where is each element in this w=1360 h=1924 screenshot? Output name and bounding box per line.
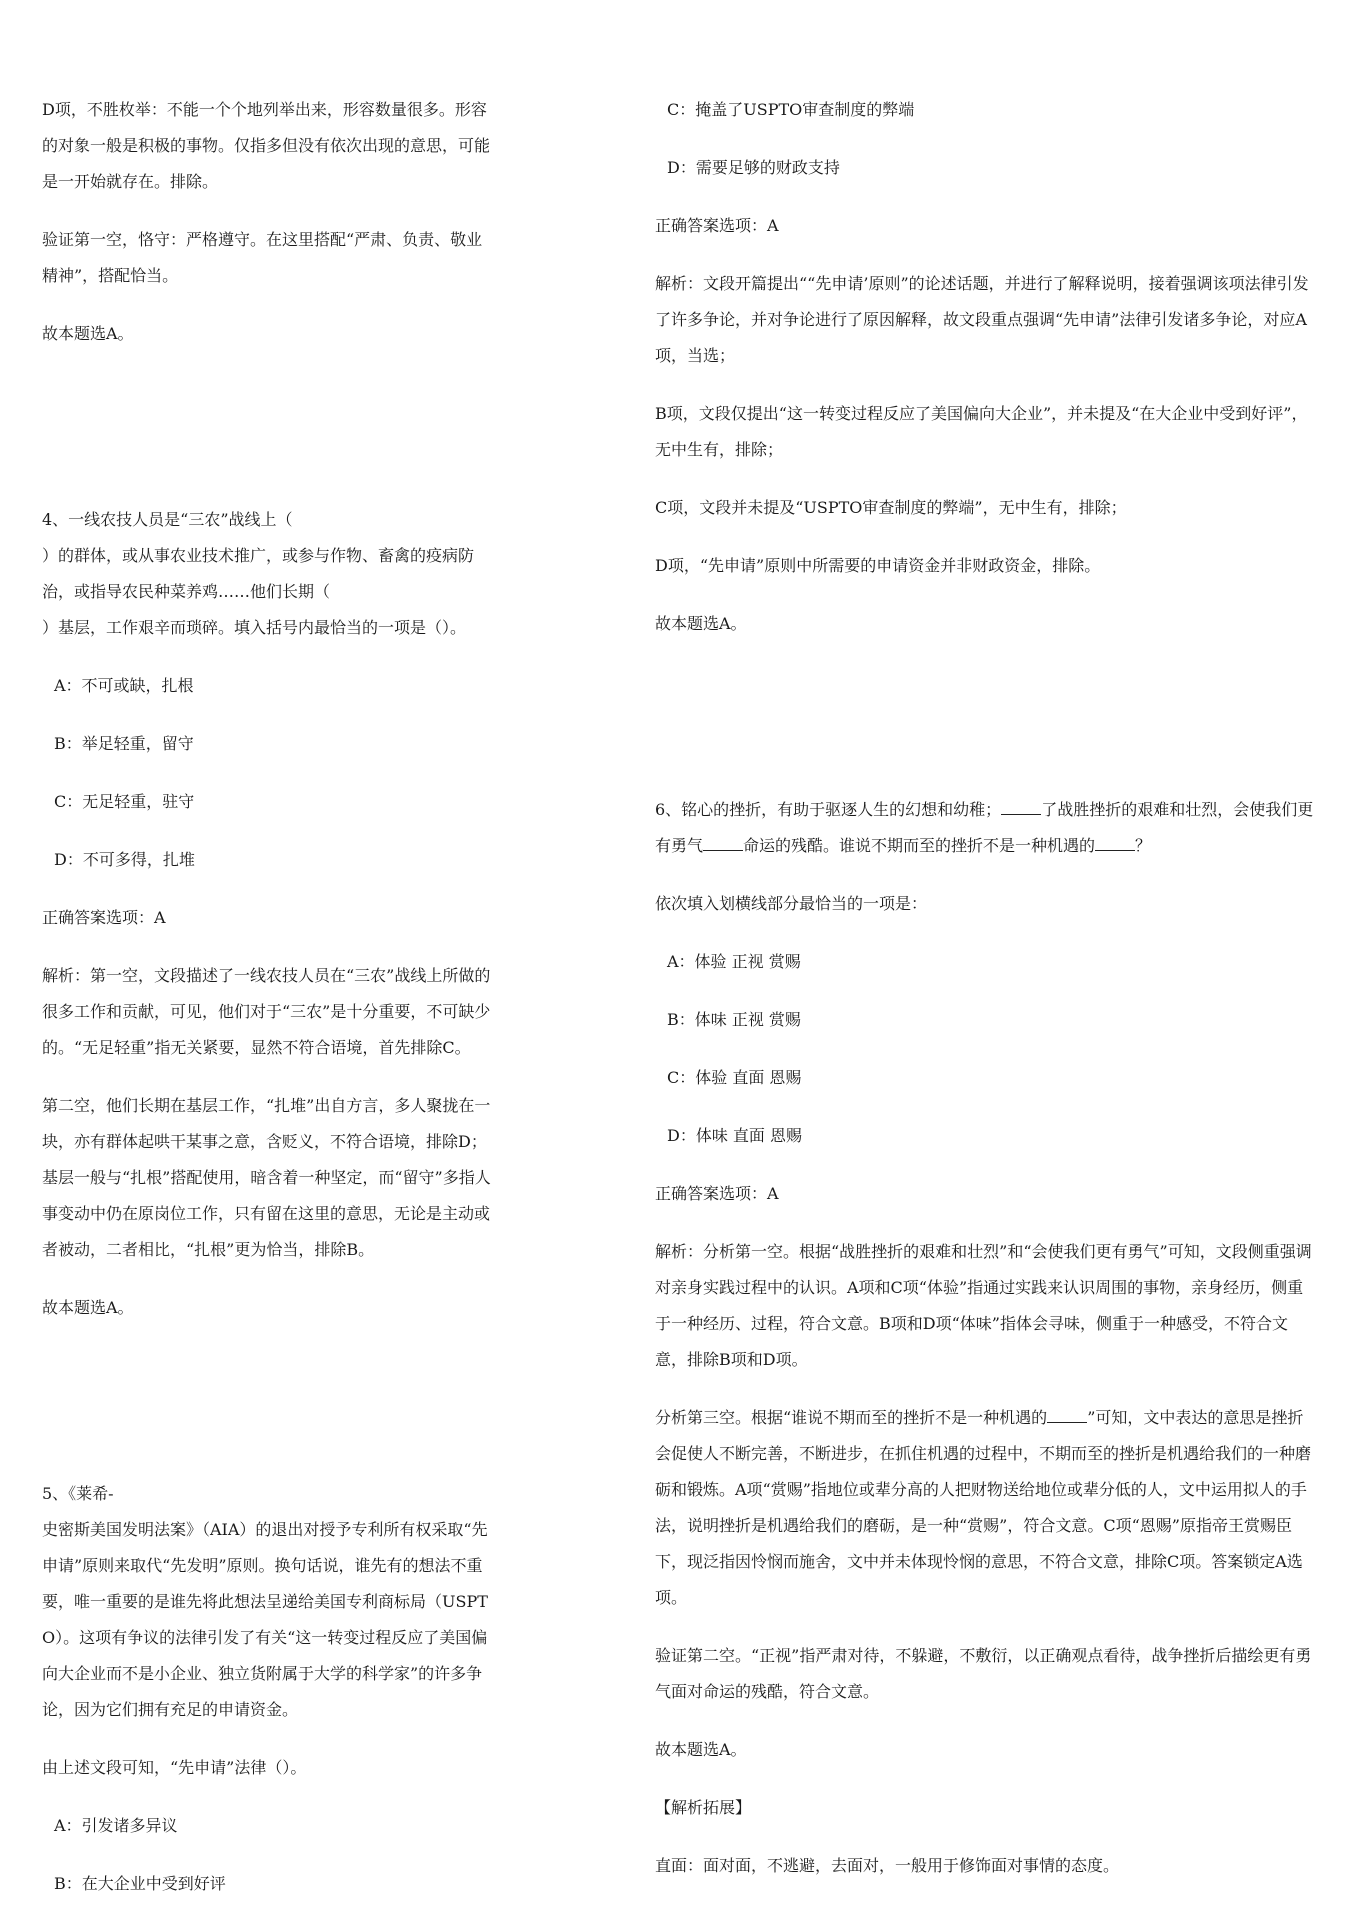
q5-stem-line2: 史密斯美国发明法案》（AIA）的退出对授予专利所有权采取“先申请”原则来取代“先发明”原则。换句话说，谁先有的想法不重要，唯一重要的是谁先将此想法呈递给美国专利商标局（USPTO）。这项有争议的法律引发了有关“这一转变过程反应了美国偏向大企业而不是小企业、独立货附属于大学的科学家”的许多争论，因为它们拥有充足的申请资金。 — [42, 1520, 488, 1719]
q4-conclusion: 故本题选A。 — [42, 1298, 134, 1317]
q6-analysis-2a: 分析第三空。根据“谁说不期而至的挫折不是一种机遇的 — [655, 1408, 1048, 1427]
q6-analysis-1: 解析：分析第一空。根据“战胜挫折的艰难和壮烈”和“会使我们更有勇气”可知，文段侧重强调对亲身实践过程中的认识。A项和C项“体验”指通过实践来认识周围的事物，亲身经历，侧重于一种经历、过程，符合文意。B项和D项“体味”指体会寻味，侧重于一种感受，不符合文意，排除B项和D项。 — [655, 1242, 1312, 1369]
q6-stem-c: 命运的残酷。谁说不期而至的挫折不是一种机遇的 — [743, 836, 1096, 855]
verify-first-blank: 验证第一空，恪守：严格遵守。在这里搭配“严肃、负责、敬业精神”，搭配恰当。 — [42, 230, 483, 285]
q6-stem-a: 6、铭心的挫折，有助于驱逐人生的幻想和幼稚； — [655, 800, 1002, 819]
fill-blank-2 — [703, 836, 743, 851]
question-6 — [655, 792, 1315, 1884]
q6-option-a: A：体验 正视 赏赐 — [667, 952, 801, 971]
fill-blank-4 — [1047, 1408, 1087, 1423]
question-4 — [42, 502, 497, 1326]
fill-blank-1 — [1001, 800, 1041, 815]
right-column — [655, 92, 1315, 1906]
q5-question: 由上述文段可知，“先申请”法律（）。 — [42, 1758, 307, 1777]
q5-answer: 正确答案选项：A — [655, 216, 779, 235]
q4-option-b: B：举足轻重，留守 — [54, 734, 194, 753]
q6-extension-1: 直面：面对面，不逃避，去面对，一般用于修饰面对事情的态度。 — [655, 1856, 1120, 1875]
q6-option-b: B：体味 正视 赏赐 — [667, 1010, 801, 1029]
q6-option-d: D：体味 直面 恩赐 — [667, 1126, 803, 1145]
q5-analysis-1: 解析：文段开篇提出““先申请’原则”的论述话题，并进行了解释说明，接着强调该项法律引发了许多争论，并对争论进行了原因解释，故文段重点强调“先申请”法律引发诸多争论，对应A项，当选； — [655, 274, 1309, 365]
q5-option-a: A：引发诸多异议 — [54, 1816, 178, 1835]
q6-stem-b: 了战胜挫折的艰难和壮烈，会使我们更有勇气 — [655, 800, 1314, 855]
q5-stem-line1: 5、《莱希- — [42, 1484, 114, 1503]
q4-option-a: A：不可或缺，扎根 — [54, 676, 194, 695]
q6-instruction: 依次填入划横线部分最恰当的一项是： — [655, 894, 928, 913]
q6-verify-2: 验证第二空。“正视”指严肃对待，不躲避，不敷衍，以正确观点看待，战争挫折后描绘更有勇气面对命运的残酷，符合文意。 — [655, 1646, 1312, 1701]
q5-analysis-b: B项，文段仅提出“这一转变过程反应了美国偏向大企业”，并未提及“在大企业中受到好评”，无中生有，排除； — [655, 404, 1308, 459]
q6-option-c: C：体验 直面 恩赐 — [667, 1068, 802, 1087]
q4-analysis-1: 解析：第一空，文段描述了一线农技人员在“三农”战线上所做的很多工作和贡献，可见，他们对于“三农”是十分重要，不可缺少的。“无足轻重”指无关紧要，显然不符合语境，首先排除C。 — [42, 966, 491, 1057]
question-5 — [42, 1476, 497, 1902]
q3-conclusion: 故本题选A。 — [42, 324, 134, 343]
q6-analysis-2b: ”可知，文中表达的意思是挫折会促使人不断完善，不断进步，在抓住机遇的过程中，不期而至的挫折是机遇给我们的一种磨砺和锻炼。A项“赏赐”指地位或辈分高的人把财物送给地位或辈分低的人，文中运用拟人的手法，说明挫折是机遇给我们的磨砺，是一种“赏赐”，符合文意。C项“恩赐”原指帝王赏赐臣下，现泛指因怜悯而施舍，文中并未体现怜悯的意思，不符合文意，排除C项。答案锁定A选项。 — [655, 1408, 1312, 1607]
q6-stem-d: ？ — [1135, 836, 1152, 855]
q4-answer: 正确答案选项：A — [42, 908, 166, 927]
fill-blank-3 — [1095, 836, 1135, 851]
left-column — [42, 92, 497, 1924]
q5-analysis-d: D项，“先申请”原则中所需要的申请资金并非财政资金，排除。 — [655, 556, 1101, 575]
q4-option-d: D：不可多得，扎堆 — [54, 850, 195, 869]
q5-conclusion: 故本题选A。 — [655, 614, 747, 633]
q4-stem-line2: ）的群体，或从事农业技术推广，或参与作物、畜禽的疫病防治，或指导农民种菜养鸡……他们长期（ — [42, 546, 475, 601]
q4-option-c: C：无足轻重，驻守 — [54, 792, 195, 811]
q5-analysis-c: C项，文段并未提及“USPTO审查制度的弊端”，无中生有，排除； — [655, 498, 1127, 517]
q6-stem — [655, 792, 1315, 864]
q5-option-c: C：掩盖了USPTO审查制度的弊端 — [667, 100, 915, 119]
option-d-explanation: D项，不胜枚举：不能一个个地列举出来，形容数量很多。形容的对象一般是积极的事物。仅指多但没有依次出现的意思，可能是一开始就存在。排除。 — [42, 100, 491, 191]
q4-stem-line3: ）基层，工作艰辛而琐碎。填入括号内最恰当的一项是（）。 — [42, 618, 467, 637]
q4-analysis-2: 第二空，他们长期在基层工作，“扎堆”出自方言，多人聚拢在一块，亦有群体起哄干某事之意，含贬义，不符合语境，排除D；基层一般与“扎根”搭配使用，暗含着一种坚定，而“留守”多指人事变动中仍在原岗位工作，只有留在这里的意思，无论是主动或者被动，二者相比，“扎根”更为恰当，排除B。 — [42, 1096, 491, 1259]
q6-analysis-2 — [655, 1400, 1315, 1616]
q6-answer: 正确答案选项：A — [655, 1184, 779, 1203]
q4-stem-line1: 4、一线农技人员是“三农”战线上（ — [42, 510, 293, 529]
q6-extension-title: 【解析拓展】 — [655, 1798, 752, 1817]
q5-option-b: B：在大企业中受到好评 — [54, 1874, 226, 1893]
q6-conclusion: 故本题选A。 — [655, 1740, 747, 1759]
q5-option-d: D：需要足够的财政支持 — [667, 158, 840, 177]
